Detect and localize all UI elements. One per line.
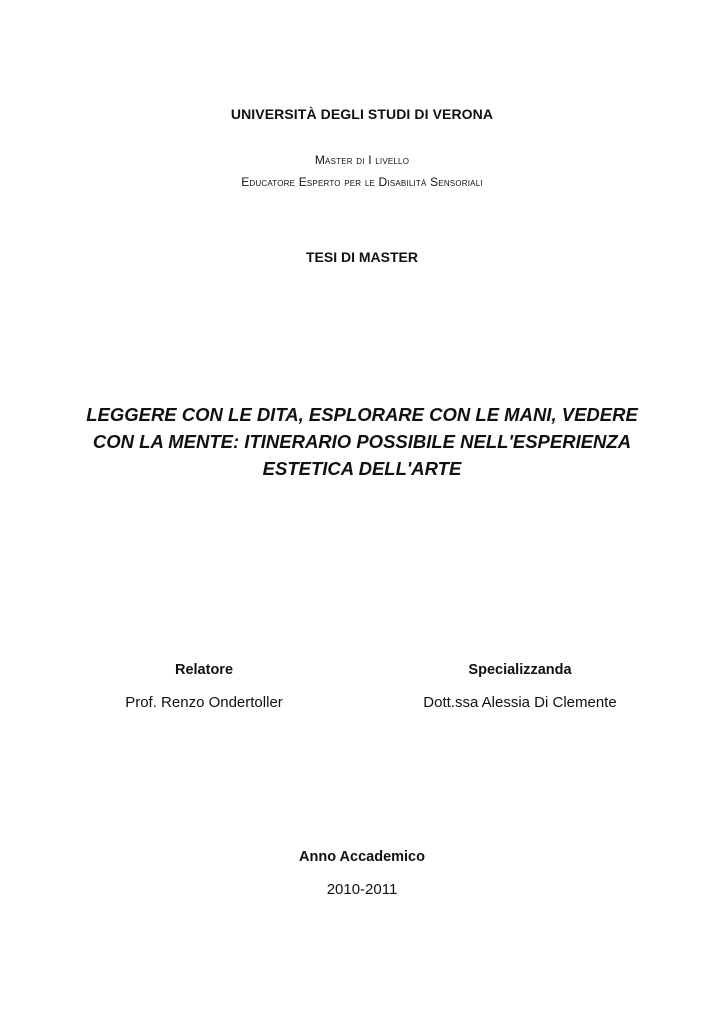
master-level: Master di I livello — [314, 153, 410, 167]
academic-year-value: 2010-2011 — [326, 881, 398, 898]
course-name: Educatore Esperto per le Disabilità Sensoriali — [241, 175, 483, 189]
specializzanda-label: Specializzanda — [468, 662, 572, 678]
specializzanda-name: Dott.ssa Alessia Di Clemente — [423, 694, 617, 711]
relatore-name: Prof. Renzo Ondertoller — [125, 694, 283, 711]
thesis-title-line: CON LA MENTE: ITINERARIO POSSIBILE NELL'ESPERIENZA — [92, 431, 632, 452]
thesis-title-line: LEGGERE CON LE DITA, ESPLORARE CON LE MANI, VEDERE — [86, 404, 638, 425]
academic-year-label: Anno Accademico — [299, 849, 425, 865]
university-name: UNIVERSITÀ DEGLI STUDI DI VERONA — [230, 106, 494, 122]
thesis-title — [0, 401, 724, 482]
relatore-label: Relatore — [174, 662, 234, 678]
thesis-type: TESI DI MASTER — [305, 249, 418, 265]
thesis-title-line: ESTETICA DELL'ARTE — [262, 458, 462, 479]
